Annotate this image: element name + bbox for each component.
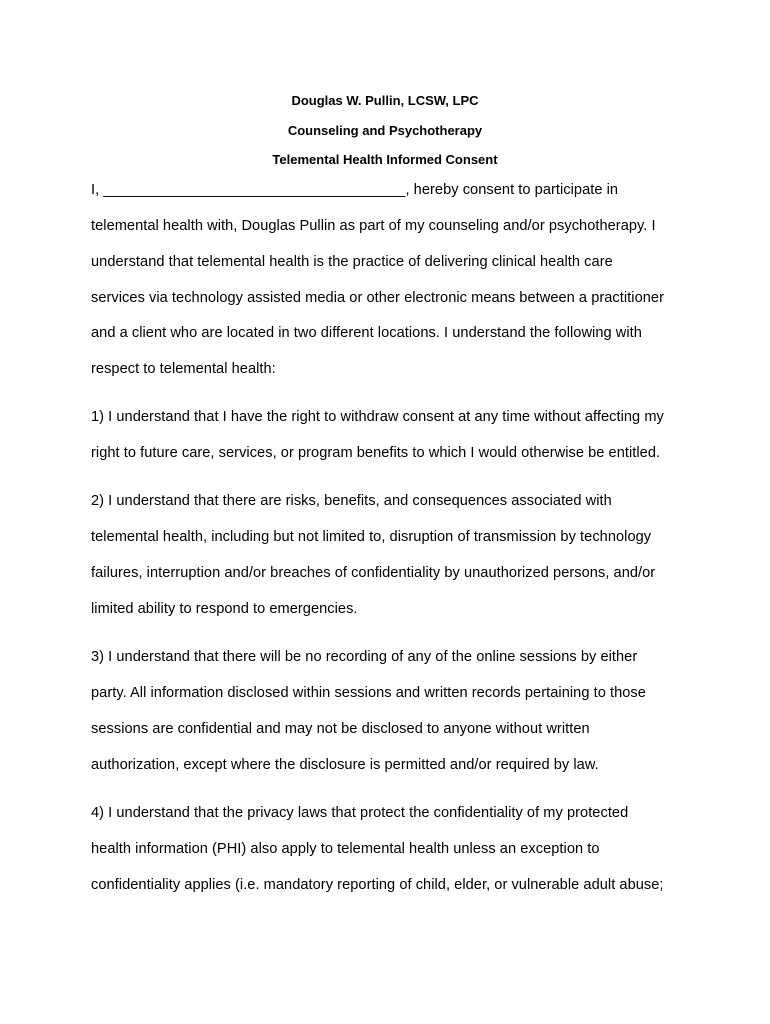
intro-line: respect to telemental health: xyxy=(91,361,276,377)
document-title: Telemental Health Informed Consent xyxy=(272,152,498,167)
intro-line: I, _____________________________________, hereby consent to participate in xyxy=(91,182,619,198)
item-line: sessions are confidential and may not be disclosed to anyone without written xyxy=(91,721,590,737)
intro-line: and a client who are located in two different locations. I understand the following with xyxy=(91,325,642,341)
practice-name: Counseling and Psychotherapy xyxy=(287,123,483,138)
item-line: failures, interruption and/or breaches of confidentiality by unauthorized persons, and/or xyxy=(91,565,656,581)
item-line: authorization, except where the disclosure is permitted and/or required by law. xyxy=(91,757,599,773)
intro-line: understand that telemental health is the practice of delivering clinical health care xyxy=(91,254,613,270)
item-line: 3) I understand that there will be no recording of any of the online sessions by either xyxy=(91,649,638,665)
item-line: health information (PHI) also apply to telemental health unless an exception to xyxy=(91,841,600,857)
intro-line: telemental health with, Douglas Pullin as part of my counseling and/or psychotherapy. I xyxy=(91,218,656,234)
item-line: telemental health, including but not limited to, disruption of transmission by technology xyxy=(91,529,652,545)
item-line: party. All information disclosed within sessions and written records pertaining to those xyxy=(91,685,646,701)
item-line: limited ability to respond to emergencies. xyxy=(91,601,358,617)
practitioner-name: Douglas W. Pullin, LCSW, LPC xyxy=(291,93,479,108)
item-line: 2) I understand that there are risks, benefits, and consequences associated with xyxy=(91,493,612,509)
intro-line: services via technology assisted media or other electronic means between a practitioner xyxy=(91,290,664,306)
item-line: right to future care, services, or program benefits to which I would otherwise be entitled. xyxy=(91,445,661,461)
item-line: 1) I understand that I have the right to withdraw consent at any time without affecting my xyxy=(91,409,664,425)
item-line: 4) I understand that the privacy laws that protect the confidentiality of my protected xyxy=(91,805,629,821)
item-line: confidentiality applies (i.e. mandatory reporting of child, elder, or vulnerable adult abuse; xyxy=(91,877,664,893)
